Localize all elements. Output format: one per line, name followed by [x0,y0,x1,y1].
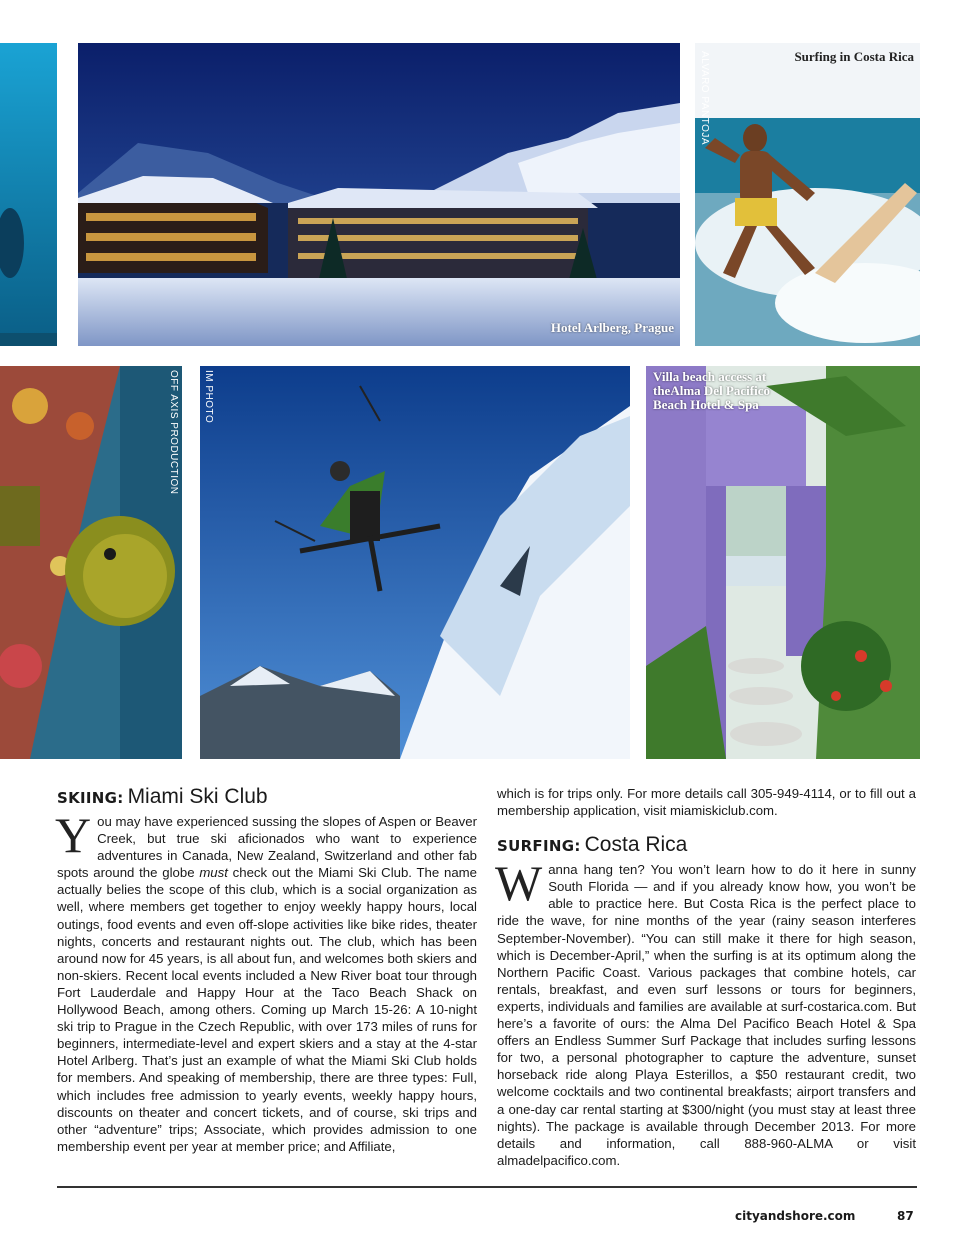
skier-photo [200,366,630,759]
surfing-title: Costa Rica [584,833,688,857]
footer-site[interactable]: cityandshore.com [735,1209,856,1223]
surfing-body [495,855,916,1169]
surfing-body-text: anna hang ten? You won’t learn how to do it here in sunny South Florida — and if you already know how, you won’t be able to practice here. But Costa Rica is the perfect place to ride the wave, for nine months of the year (rainy season interferes September-November). “You can still make it there for high season, which is December-April,” when the surfing is at its optimum along the Northern Pacific Coast. Various packages that combine hotels, car rentals, breakfast, and even surf lessons or tours for beginners, experts, individuals and families are available at surf-costarica.com. But here’s a favorite of ours: the Alma Del Pacifico Beach Hotel & Spa offers an Endless Summer Surf Package that includes surfing lessons for two, a personal photographer to capture the adventure, sunset horseback ride along Playa Esterillos, a $50 restaurant credit, two welcome cocktails and two continental breakfasts; airport transfers and a one-day car rental starting at $300/night (you must stay at least three nights). The package is available through December 2013. For more details and information, call 888-960-ALMA or visit almadelpacifico.com. [497,862,916,1168]
skiing-title: Miami Ski Club [127,785,268,808]
surfing-drop-cap: W [495,855,543,912]
skiing-article [57,785,477,1155]
surfing-heading [497,833,916,859]
footer-rule [57,1186,917,1188]
page-number: 87 [897,1209,914,1223]
skiing-body [55,807,477,1155]
skiing-body-part-1: ou may have experienced sussing the slopes of Aspen or Beaver Creek, but true ski aficionados who want to experience adventures in Canada, New Zealand, Switzerland and other fab spots around the globe [57,814,477,881]
skiing-kicker: SKIING: [57,789,124,807]
reef-photo-credit: OFF AXIS PRODUCTION [168,370,179,495]
surfing-kicker: SURFING: [497,837,581,856]
skiing-drop-cap: Y [55,807,92,863]
hotel-arlberg-caption: Hotel Arlberg, Prague [550,320,674,335]
right-column [497,785,916,1169]
villa-caption: Villa beach access at theAlma Del Pacifico Beach Hotel & Spa [653,369,770,412]
surfing-caption: Surfing in Costa Rica [794,49,914,64]
skiing-continued: which is for trips only. For more details call 305-949-4114, or to fill out a membership application, visit miamiskiclub.com. [497,786,916,819]
reef-eel-photo [0,366,182,759]
surfing-photo-credit: ALVARO PANTOJA [699,51,710,146]
skier-photo-credit: IM PHOTO [203,370,214,424]
hotel-arlberg-photo [78,43,680,346]
skiing-heading [57,785,477,811]
diver-photo [0,43,57,346]
skiing-body-emphasis: must [199,865,228,881]
surfing-photo [695,43,920,346]
villa-garden-photo [646,366,920,759]
skiing-body-part-2: check out the Miami Ski Club. The name actually belies the scope of this club, which is a social organization as well, where members get together to enjoy weekly happy hours, local outings, food events and even off-slope activities like bike rides, theater nights, concerts and restaurant nights out. The club, which has been around now for 45 years, is all about fun, and welcomes both skiers and non-skiers. Recent local events included a New River boat tour through Fort Lauderdale and Happy Hour at the Taco Beach Shack on Hollywood Beach, among others. Coming up March 15-26: A 10-night ski trip to Prague in the Czech Republic, with over 173 miles of runs for beginners, intermediate-level and expert skiers and a stay at the 4-star Hotel Arlberg. That’s just an example of what the Miami Ski Club holds for members. And speaking of membership, there are three types: Full, which includes free admission to yearly events, weekly happy hours, discounts on theater and concert tickets, and of course, ski trips and other “adventure” trips; Associate, which provides admission to one membership event per year at member price; and Affiliate, [57,865,477,1154]
